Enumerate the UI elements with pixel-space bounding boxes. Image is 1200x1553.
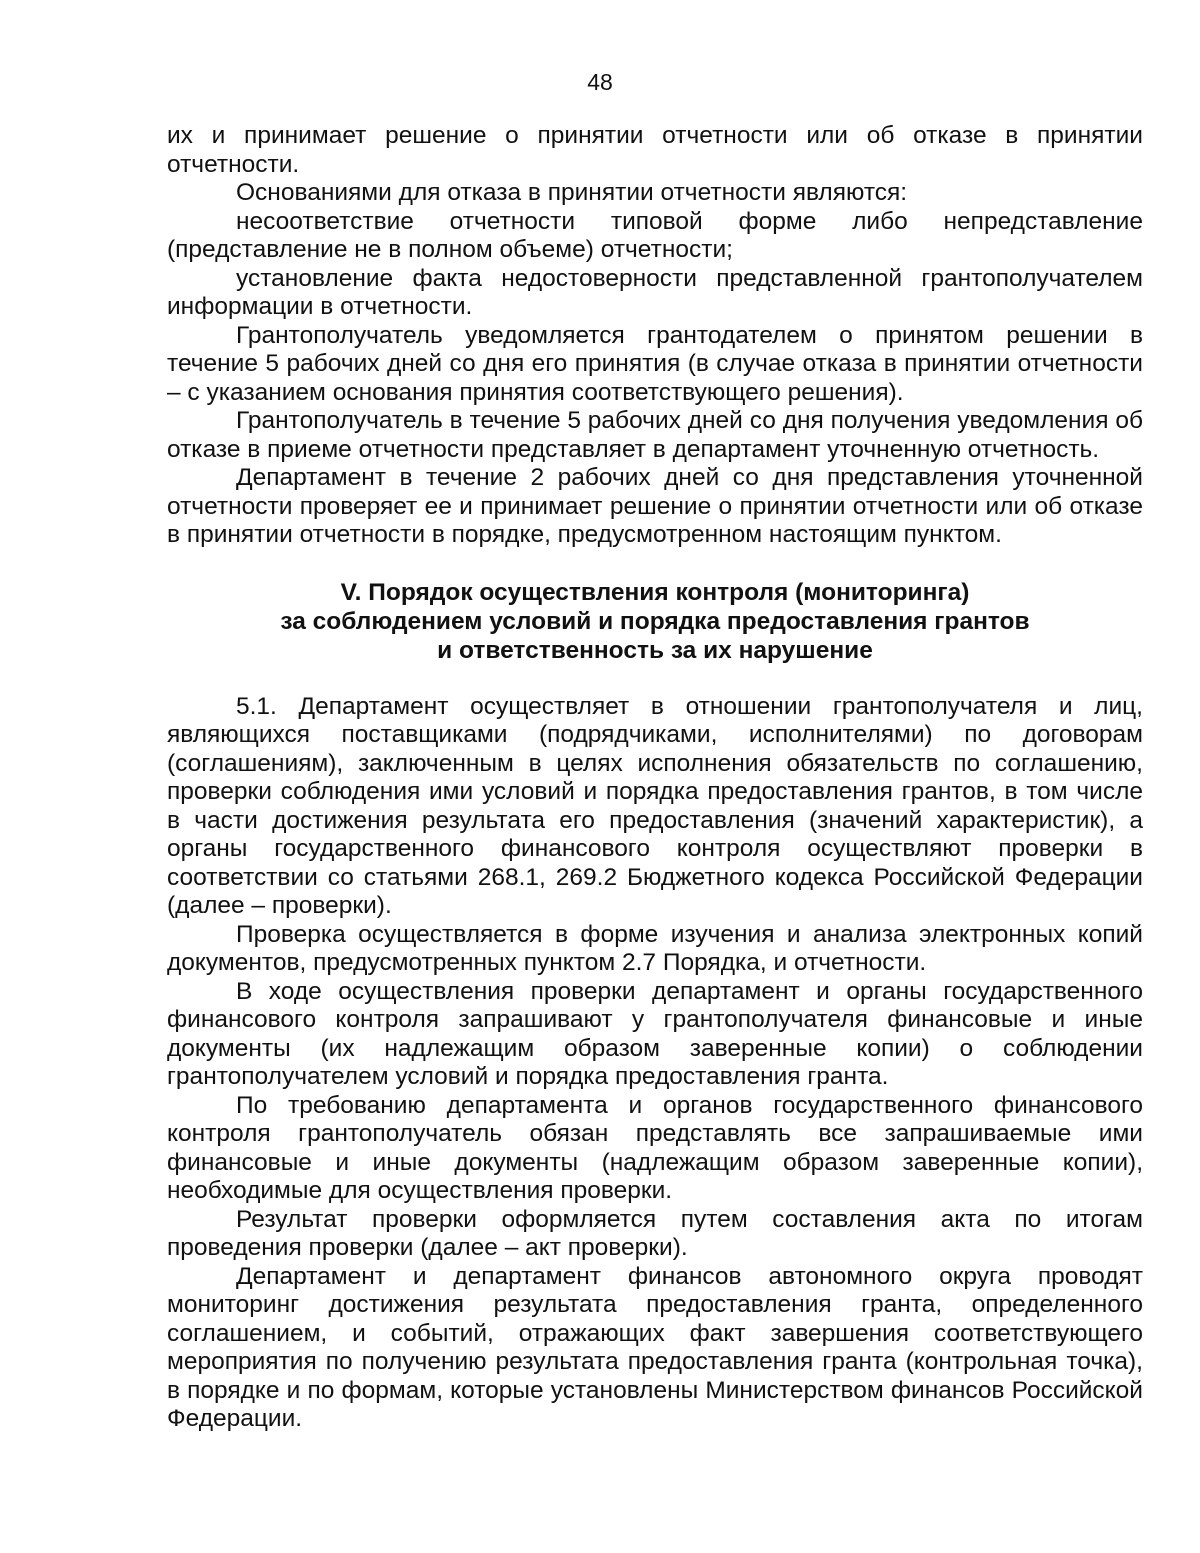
document-body [167, 122, 1143, 1434]
paragraph: Грантополучатель в течение 5 рабочих дней со дня получения уведомления об отказе в приеме отчетности представляет в департамент уточненную отчетность. [167, 407, 1143, 463]
paragraph: Результат проверки оформляется путем составления акта по итогам проведения проверки (далее – акт проверки). [167, 1205, 1143, 1261]
paragraph: Грантополучатель уведомляется грантодателем о принятом решении в течение 5 рабочих дней со дня его принятия (в случае отказа в принятии отчетности – с указанием основания принятия соответствующего решения). [167, 321, 1143, 406]
paragraph: несоответствие отчетности типовой форме либо непредставление (представление не в полном объеме) отчетности; [167, 207, 1143, 263]
paragraph: По требованию департамента и органов государственного финансового контроля грантополучатель обязан представлять все запрашиваемые ими финансовые и иные документы (надлежащим образом заверенные копии), необходимые для осуществления проверки. [167, 1091, 1143, 1204]
paragraph-continuation: их и принимает решение о принятии отчетности или об отказе в принятии отчетности. [167, 122, 1143, 178]
paragraph: Проверка осуществляется в форме изучения и анализа электронных копий документов, предусмотренных пунктом 2.7 Порядка, и отчетности. [167, 920, 1143, 976]
page-number: 48 [587, 69, 613, 95]
paragraph: Департамент в течение 2 рабочих дней со дня представления уточненной отчетности проверяет ее и принимает решение о принятии отчетности или об отказе в принятии отчетности в порядке, предусмотренном настоящим пунктом. [167, 464, 1143, 548]
paragraph: В ходе осуществления проверки департамент и органы государственного финансового контроля запрашивают у грантополучателя финансовые и иные документы (их надлежащим образом заверенные копии) о соблюдении грантополучателем условий и порядка предоставления гранта. [167, 977, 1143, 1090]
paragraph: Основаниями для отказа в принятии отчетности являются: [236, 179, 908, 206]
paragraph: Департамент и департамент финансов автономного округа проводят мониторинг достижения результата предоставления гранта, определенного соглашением, и событий, отражающих факт завершения соответствующего мероприятия по получению результата предоставления гранта (контрольная точка), в порядке и по формам, которые установлены Министерством финансов Российской Федерации. [167, 1262, 1143, 1432]
section-heading-line: за соблюдением условий и порядка предоставления грантов [280, 607, 1030, 635]
paragraph: установление факта недостоверности представленной грантополучателем информации в отчетности. [167, 264, 1143, 320]
section-heading [167, 550, 1143, 693]
section-heading-line: и ответственность за их нарушение [437, 636, 873, 664]
section-heading-line: V. Порядок осуществления контроля (мониторинга) [340, 578, 970, 606]
paragraph: 5.1. Департамент осуществляет в отношении грантополучателя и лиц, являющихся поставщиками (подрядчиками, исполнителями) по договорам (соглашениям), заключенным в целях исполнения обязательств по соглашению, проверки соблюдения ими условий и порядка предоставления грантов, в том числе в части достижения результата его предоставления (значений характеристик), а органы государственного финансового контроля осуществляют проверки в соответствии со статьями 268.1, 269.2 Бюджетного кодекса Российской Федерации (далее – проверки). [167, 692, 1143, 919]
